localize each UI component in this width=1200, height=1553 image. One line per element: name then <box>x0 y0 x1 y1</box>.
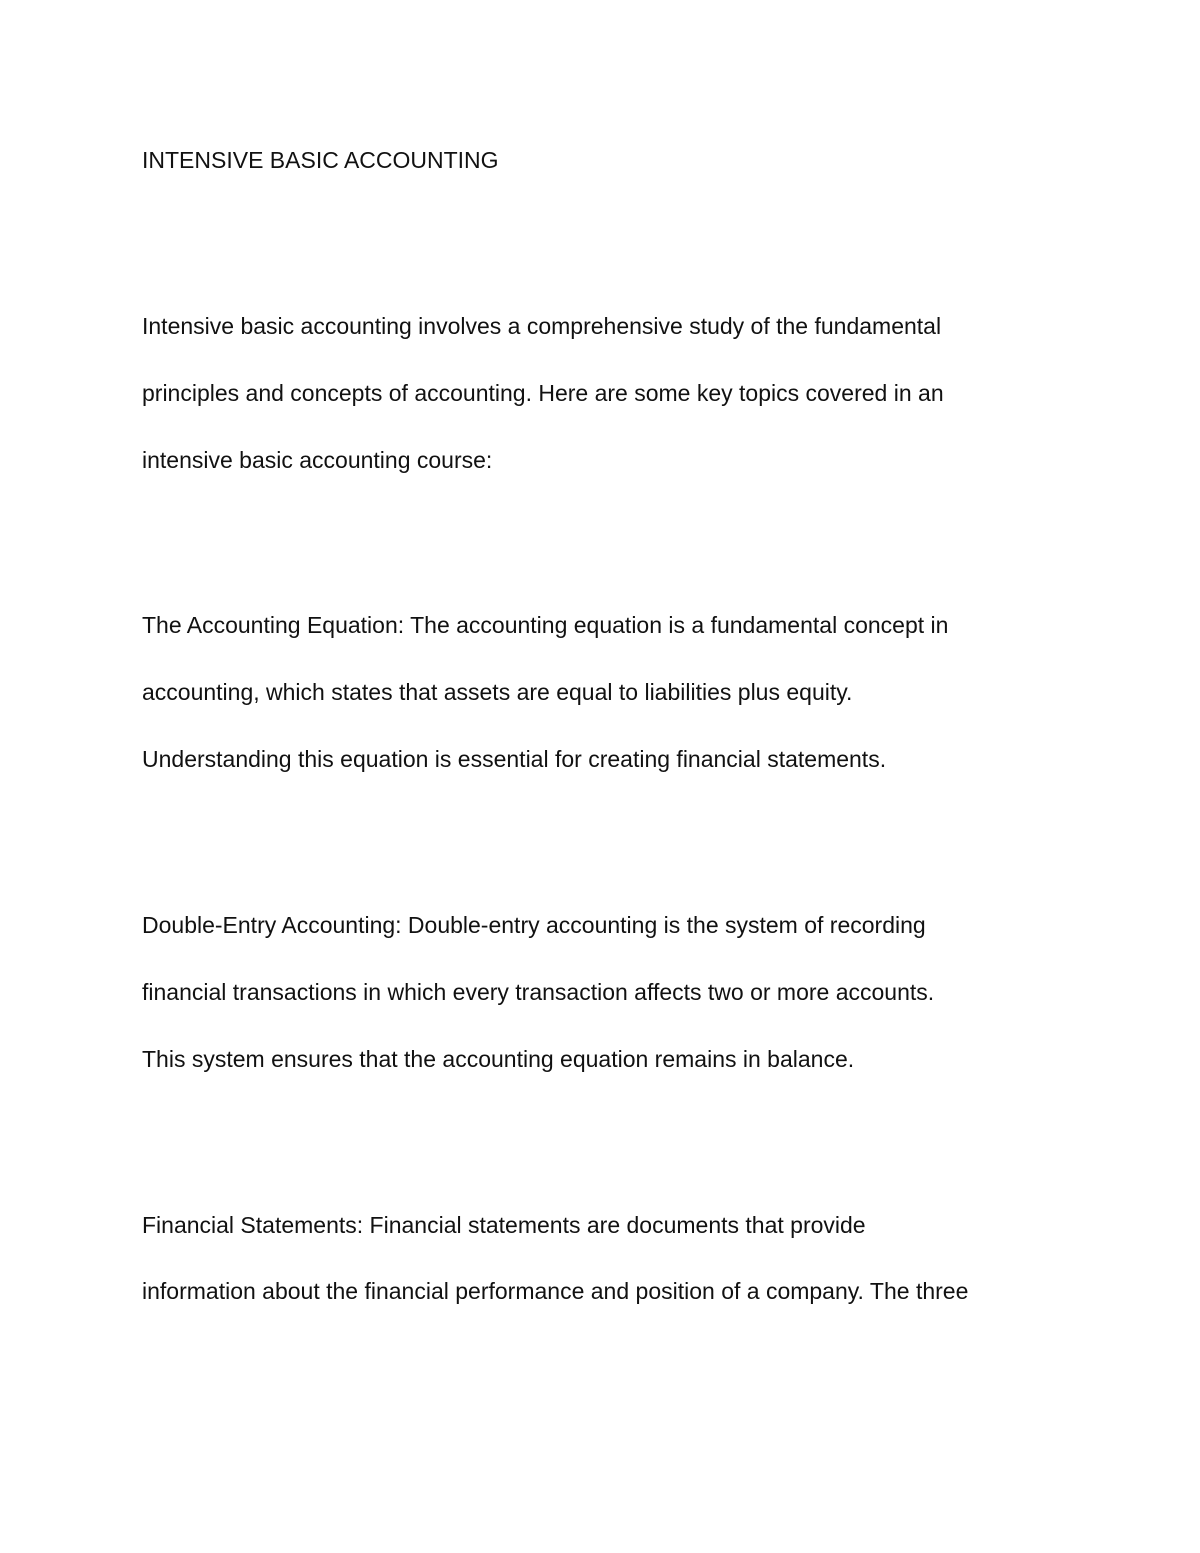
paragraph-line: Intensive basic accounting involves a comprehensive study of the fundamental <box>142 313 942 339</box>
paragraph-line: This system ensures that the accounting equation remains in balance. <box>142 1046 855 1072</box>
paragraph-line: The Accounting Equation: The accounting equation is a fundamental concept in <box>142 612 949 638</box>
paragraph-line: principles and concepts of accounting. Here are some key topics covered in an <box>142 380 944 406</box>
document-title: INTENSIVE BASIC ACCOUNTING <box>142 147 499 173</box>
paragraph-line: accounting, which states that assets are equal to liabilities plus equity. <box>142 679 853 705</box>
paragraph-line: Understanding this equation is essential for creating financial statements. <box>142 746 887 772</box>
paragraph-line: Financial Statements: Financial statements are documents that provide <box>142 1212 866 1238</box>
paragraph-line: intensive basic accounting course: <box>142 447 493 473</box>
paragraph-line: Double-Entry Accounting: Double-entry accounting is the system of recording <box>142 912 926 938</box>
paragraph-line: information about the financial performance and position of a company. The three <box>142 1278 969 1304</box>
paragraph-line: financial transactions in which every transaction affects two or more accounts. <box>142 979 935 1005</box>
